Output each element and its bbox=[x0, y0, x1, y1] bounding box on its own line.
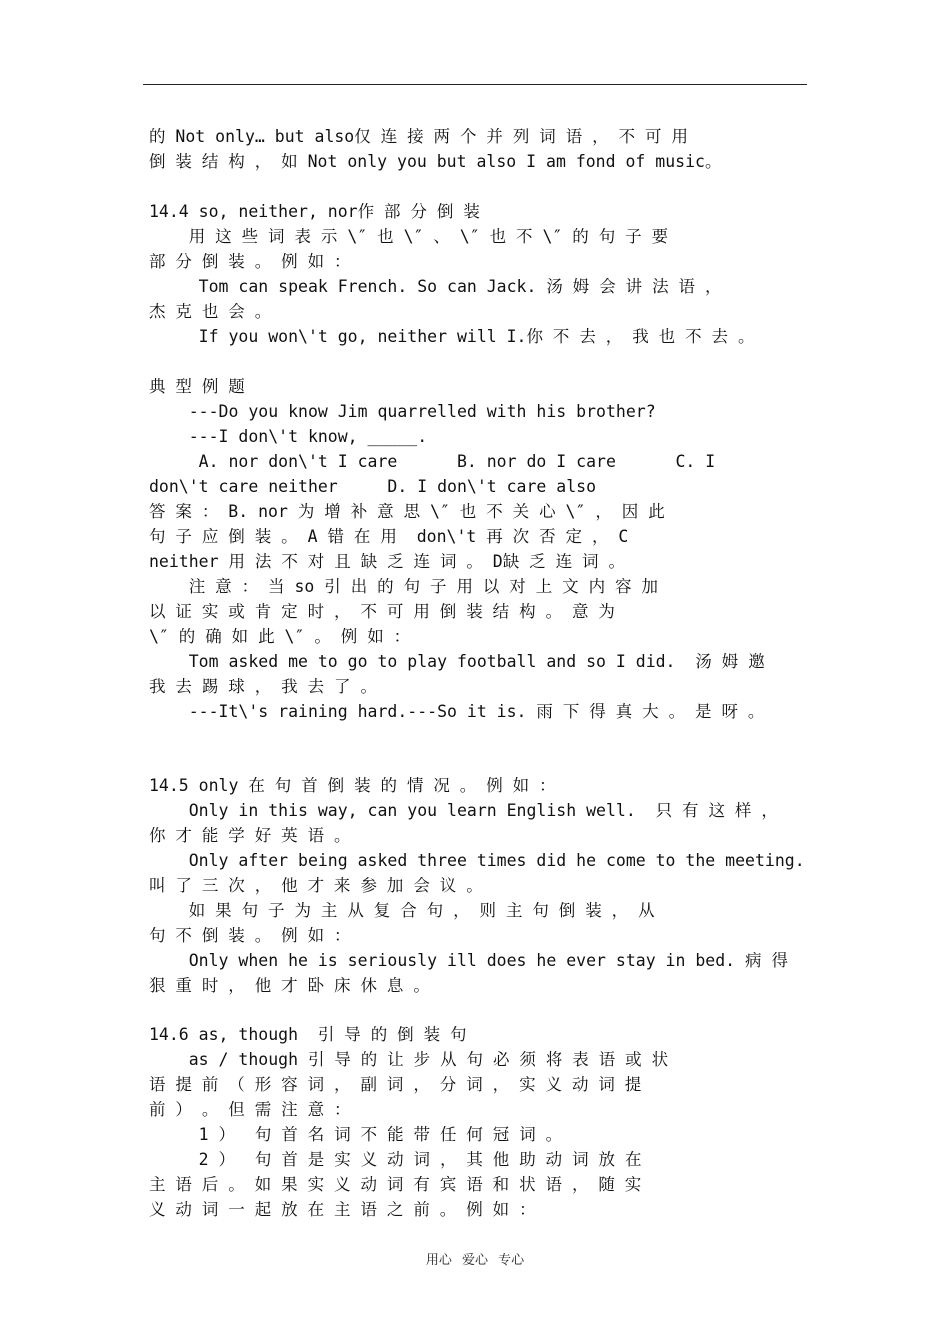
text-line: 狠 重 时 ， 他 才 卧 床 休 息 。 bbox=[149, 976, 430, 995]
text-line: 用 这 些 词 表 示 \″ 也 \″ 、 \″ 也 不 \″ 的 句 子 要 bbox=[149, 227, 669, 246]
text-line: Tom asked me to go to play football and so I did. 汤 姆 邀 bbox=[149, 652, 765, 671]
text-line: 1 ） 句 首 名 词 不 能 带 任 何 冠 词 。 bbox=[149, 1125, 563, 1144]
text-line: ---Do you know Jim quarrelled with his brother? bbox=[149, 402, 656, 421]
text-line: 注 意 ： 当 so 引 出 的 句 子 用 以 对 上 文 内 容 加 bbox=[149, 577, 658, 596]
text-line: Tom can speak French. So can Jack. 汤 姆 会 讲 法 语 ， bbox=[149, 277, 722, 296]
section-heading: 14.6 as, though 引 导 的 倒 装 句 bbox=[149, 1025, 467, 1044]
section-heading: 典 型 例 题 bbox=[149, 377, 245, 396]
text-line: 杰 克 也 会 。 bbox=[149, 302, 272, 321]
text-line: 主 语 后 。 如 果 实 义 动 词 有 宾 语 和 状 语 ， 随 实 bbox=[149, 1175, 642, 1194]
text-line: don\'t care neither D. I don\'t care also bbox=[149, 477, 597, 496]
header-rule bbox=[143, 84, 807, 85]
text-line: 义 动 词 一 起 放 在 主 语 之 前 。 例 如 ： bbox=[149, 1200, 536, 1219]
text-line: 句 子 应 倒 装 。 A 错 在 用 don\'t 再 次 否 定 ， C bbox=[149, 527, 629, 546]
text-line: ---I don\'t know, _____. bbox=[149, 427, 428, 446]
text-line: 答 案 ： B. nor 为 增 补 意 思 \″ 也 不 关 心 \″ ， 因 此 bbox=[149, 502, 665, 521]
page-footer: 用心 爱心 专心 bbox=[425, 1253, 525, 1268]
text-line: ---It\'s raining hard.---So it is. 雨 下 得 真 大 。 是 呀 。 bbox=[149, 702, 765, 721]
text-line: 句 不 倒 装 。 例 如 ： bbox=[149, 926, 351, 945]
text-line: Only after being asked three times did he come to the meeting. bbox=[149, 851, 805, 870]
text-line: neither 用 法 不 对 且 缺 乏 连 词 。 D缺 乏 连 词 。 bbox=[149, 552, 625, 571]
text-line: 倒 装 结 构 ， 如 Not only you but also I am fond of music。 bbox=[149, 152, 722, 171]
text-line: 你 才 能 学 好 英 语 。 bbox=[149, 826, 351, 845]
text-line: \″ 的 确 如 此 \″ 。 例 如 ： bbox=[149, 627, 411, 646]
text-line: If you won\'t go, neither will I.你 不 去 ， 我 也 不 去 。 bbox=[149, 327, 755, 346]
text-line: 2 ） 句 首 是 实 义 动 词 ， 其 他 助 动 词 放 在 bbox=[149, 1150, 642, 1169]
text-line: 叫 了 三 次 ， 他 才 来 参 加 会 议 。 bbox=[149, 876, 483, 895]
text-line: Only in this way, can you learn English well. 只 有 这 样 ， bbox=[149, 801, 778, 820]
text-line: 部 分 倒 装 。 例 如 ： bbox=[149, 252, 351, 271]
text-line: 语 提 前 （ 形 容 词 ， 副 词 ， 分 词 ， 实 义 动 词 提 bbox=[149, 1075, 642, 1094]
text-line: 我 去 踢 球 ， 我 去 了 。 bbox=[149, 677, 377, 696]
text-line: 前 ） 。 但 需 注 意 ： bbox=[149, 1100, 351, 1119]
text-line: as / though 引 导 的 让 步 从 句 必 须 将 表 语 或 状 bbox=[149, 1050, 669, 1069]
text-line: Only when he is seriously ill does he ever stay in bed. 病 得 bbox=[149, 951, 788, 970]
text-line: 以 证 实 或 肯 定 时 ， 不 可 用 倒 装 结 构 。 意 为 bbox=[149, 602, 615, 621]
section-heading: 14.4 so, neither, nor作 部 分 倒 装 bbox=[149, 202, 480, 221]
section-heading: 14.5 only 在 句 首 倒 装 的 情 况 。 例 如 ： bbox=[149, 776, 556, 795]
text-line: A. nor don\'t I care B. nor do I care C. I bbox=[149, 452, 716, 471]
text-line: 的 Not only… but also仅 连 接 两 个 并 列 词 语 ， 不 可 用 bbox=[149, 127, 688, 146]
text-line: 如 果 句 子 为 主 从 复 合 句 ， 则 主 句 倒 装 ， 从 bbox=[149, 901, 655, 920]
